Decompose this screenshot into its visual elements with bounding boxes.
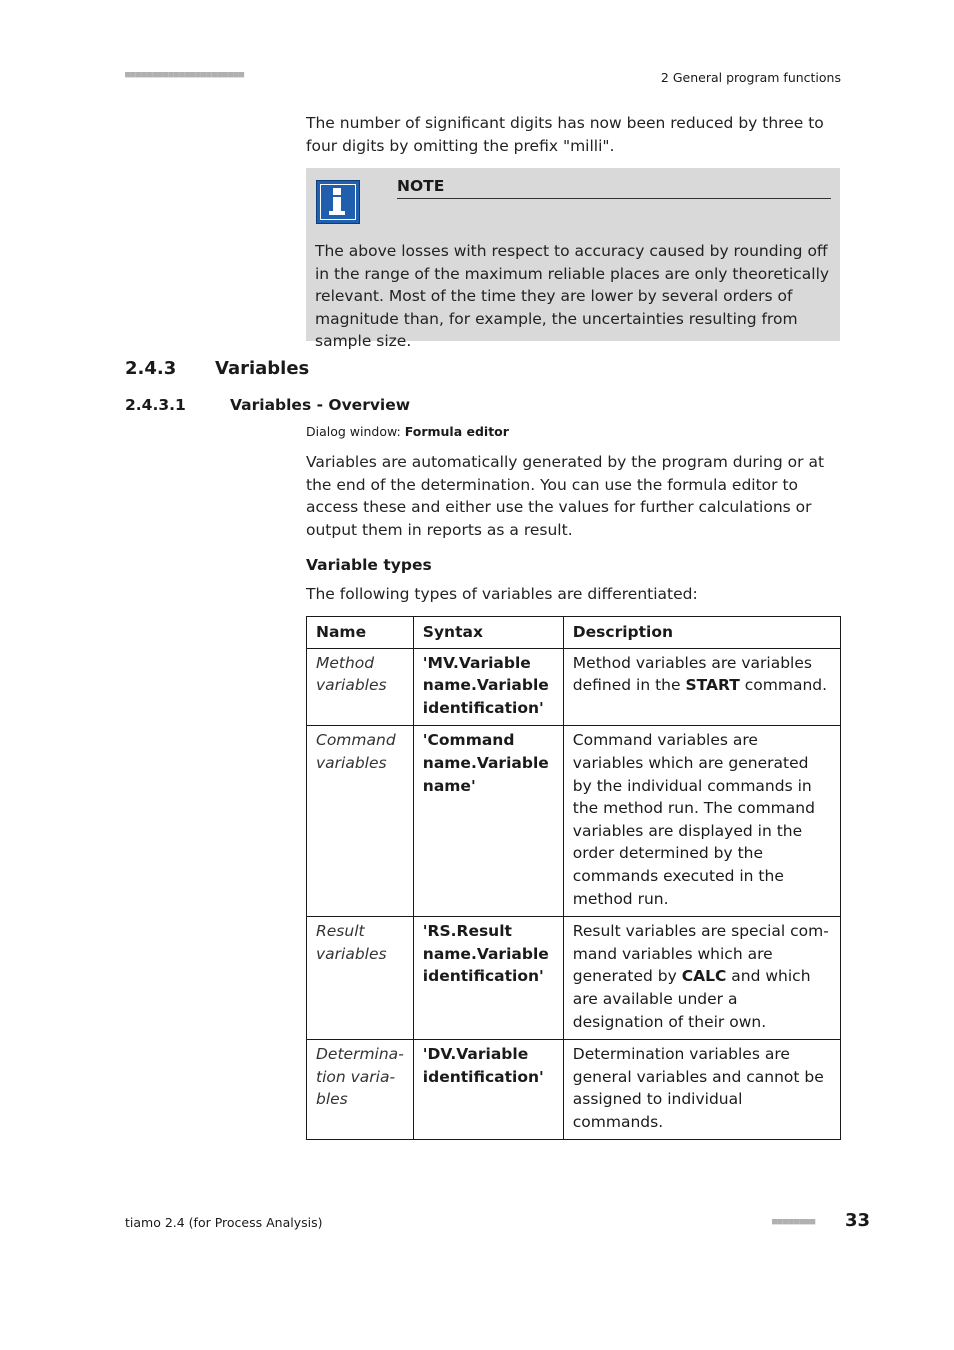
description-text: Command variables are variables which are generated by the individual commands in the method run. The command variables are displayed in the order determined by the commands executed in the method run. [572, 731, 815, 908]
table-header-row [307, 617, 841, 649]
header-decoration: ■■■■■■■■■■■■■■■■■■■■■■ [125, 70, 245, 80]
variable-name-cell: Result variables [307, 917, 414, 1040]
variable-name-cell: Determination variables [307, 1040, 414, 1140]
note-box [306, 168, 840, 351]
subsection-title: Variables - Overview [230, 396, 411, 414]
footer-product-name: tiamo 2.4 (for Process Analysis) [125, 1215, 323, 1230]
variable-syntax-cell: 'DV.Variable identification' [413, 1040, 563, 1140]
table-row [307, 726, 841, 917]
variable-syntax-cell: 'Command name.Variable name' [413, 726, 563, 917]
variable-name-cell: Method variables [307, 648, 414, 726]
description-text: Determination variables are general variables and cannot be assigned to individual commands. [572, 1045, 824, 1131]
note-text: The above losses with respect to accuracy caused by rounding off in the range of the maximum reliable places are only theoretically relevant. Most of the time they are lower by several orders of magnitude than, for example, the uncertainties resulting from sample size. [315, 242, 830, 351]
dialog-name: Formula editor [404, 424, 509, 439]
note-title: NOTE [397, 177, 831, 199]
table-row [307, 1040, 841, 1140]
variable-description-cell [563, 917, 840, 1040]
variable-name-cell: Command variables [307, 726, 414, 917]
table-row [307, 648, 841, 726]
description-text: Method variables are variables defined in the [572, 653, 812, 695]
column-header-syntax: Syntax [413, 617, 563, 649]
section-title: Variables [215, 358, 310, 379]
subsection-number: 2.4.3.1 [125, 396, 186, 414]
variable-types-table [306, 616, 841, 1140]
section-number: 2.4.3 [125, 358, 177, 379]
variable-types-intro: The following types of variables are differentiated: [306, 585, 698, 603]
variable-syntax-cell: 'RS.Result name.Variable identification' [413, 917, 563, 1040]
footer-decoration: ■■■■■■■■ [772, 1217, 816, 1227]
dialog-window-line [306, 424, 509, 439]
description-bold: CALC [681, 967, 727, 986]
intro-paragraph: The number of significant digits has now been reduced by three to four digits by omitting the prefix "milli". [306, 114, 824, 155]
column-header-description: Description [563, 617, 840, 649]
variable-types-heading: Variable types [306, 556, 432, 574]
variable-description-cell [563, 726, 840, 917]
running-header-chapter: 2 General program functions [660, 70, 841, 85]
page-number: 33 [845, 1210, 871, 1231]
dialog-label: Dialog window: [306, 424, 405, 439]
column-header-name: Name [307, 617, 414, 649]
description-text: and which are available under a designation of their own. [572, 967, 811, 1031]
variable-description-cell [563, 1040, 840, 1140]
table-row [307, 917, 841, 1040]
variable-description-cell [563, 648, 840, 726]
description-text: command. [739, 676, 828, 695]
description-bold: START [685, 676, 740, 695]
info-icon [316, 180, 360, 224]
description-text: Result variables are special command variables which are generated by [572, 922, 829, 986]
variable-syntax-cell: 'MV.Variable name.Variable identification' [413, 648, 563, 726]
variables-paragraph: Variables are automatically generated by the program during or at the end of the determination. You can use the formula editor to access these and either use the values for further calculations or output them in reports as a result. [306, 453, 825, 539]
